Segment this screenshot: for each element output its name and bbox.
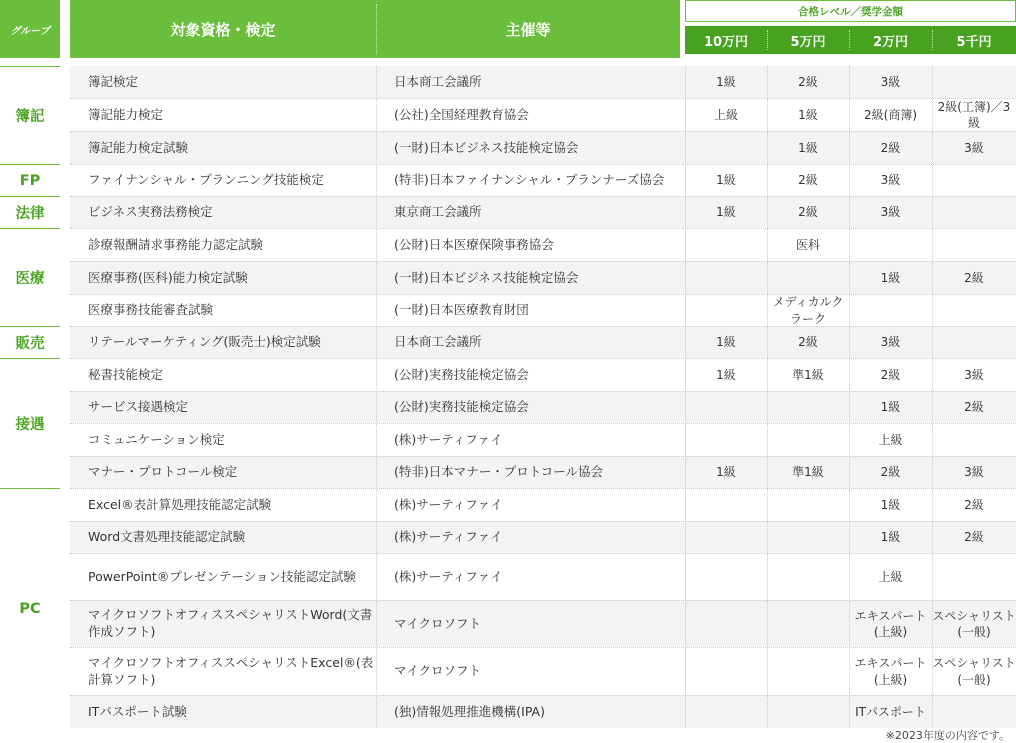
column-divider	[376, 99, 377, 131]
level-cell-3	[849, 295, 932, 326]
cert-name: マイクロソフトオフィススペシャリストWord(文書作成ソフト)	[88, 607, 373, 639]
level-cell-3: 2級	[880, 367, 901, 382]
table-row	[70, 488, 1016, 521]
table-row	[70, 294, 1016, 326]
table-row	[70, 358, 1016, 391]
table-row	[70, 423, 1016, 456]
cert-name: 医療事務技能審査試験	[88, 302, 214, 318]
level-cell-1: 1級	[716, 465, 736, 480]
column-divider	[376, 197, 377, 228]
level-cell-2	[767, 522, 849, 553]
level-cell-1	[685, 132, 767, 164]
level-cell-2: 2級	[798, 74, 818, 89]
level-cell-4: 2級	[964, 270, 984, 285]
level-cell-4	[932, 229, 1016, 261]
cert-name: 簿記検定	[88, 73, 139, 89]
cert-name: 医療事務(医科)能力検定試験	[88, 269, 248, 285]
level-cell-4: 3級	[964, 465, 984, 480]
level-cell-2: 準1級	[792, 465, 824, 480]
cert-name: コミュニケーション検定	[88, 431, 225, 447]
level-cell-2: メディカルクラーク	[772, 295, 844, 326]
level-cell-4: 2級	[964, 400, 984, 415]
level-cell-1	[685, 262, 767, 294]
level-cell-1: 1級	[716, 205, 736, 220]
column-divider	[376, 648, 377, 695]
cert-name: ファイナンシャル・プランニング技能検定	[88, 172, 324, 188]
cert-header: 対象資格・検定	[170, 20, 276, 39]
level-cell-3: 上級	[878, 432, 903, 447]
group-fp: FP	[0, 164, 60, 196]
level-cell-2: 2級	[798, 205, 818, 220]
level-cell-1	[685, 229, 767, 261]
level-cell-3: エキスパート(上級)	[854, 608, 927, 639]
organizer: (株)サーティファイ	[394, 529, 503, 545]
table-row	[70, 131, 1016, 164]
cert-name: 秘書技能検定	[88, 366, 164, 382]
table-row	[70, 600, 1016, 647]
level-5man: 5万円	[790, 34, 826, 50]
organizer: (公財)実務技能検定協会	[394, 366, 529, 382]
level-cell-1	[685, 522, 767, 553]
organizer: (一財)日本ビジネス技能検定協会	[394, 139, 579, 155]
column-divider	[376, 489, 377, 521]
level-cell-4	[932, 197, 1016, 228]
column-divider	[376, 295, 377, 326]
level-cell-1: 1級	[716, 173, 736, 188]
cert-name: サービス接遇検定	[88, 399, 189, 415]
cert-name: マナー・プロトコール検定	[88, 464, 238, 480]
organizer: (株)サーティファイ	[394, 568, 503, 584]
organizer: (一財)日本医療教育財団	[394, 302, 529, 318]
group-medical: 医療	[0, 228, 60, 326]
column-divider	[376, 457, 377, 488]
organizer: (公社)全国経理教育協会	[394, 106, 529, 122]
column-divider	[376, 327, 377, 358]
table-row	[70, 521, 1016, 553]
level-cell-1: 1級	[716, 335, 736, 350]
organizer: 東京商工会議所	[394, 204, 482, 220]
level-cell-2: 2級	[798, 335, 818, 350]
column-divider	[376, 262, 377, 294]
level-cell-2	[767, 424, 849, 456]
level-cell-3: 3級	[880, 74, 901, 89]
organizer: 日本商工会議所	[394, 73, 482, 89]
table-row	[70, 456, 1016, 488]
level-cell-2: 1級	[798, 140, 818, 155]
table-row	[70, 261, 1016, 294]
organizer: (株)サーティファイ	[394, 431, 503, 447]
level-cell-1	[685, 424, 767, 456]
level-cell-1: 1級	[716, 367, 736, 382]
organizer: (独)情報処理推進機構(IPA)	[394, 703, 545, 719]
level-cell-1	[685, 648, 767, 695]
column-divider	[376, 132, 377, 164]
cert-name: PowerPoint®プレゼンテーション技能認定試験	[88, 568, 356, 584]
column-divider	[376, 165, 377, 196]
level-cell-4: 2級(工簿)／3級	[937, 99, 1011, 130]
table-row	[70, 66, 1016, 98]
column-divider	[376, 392, 377, 423]
group-hospitality: 接遇	[0, 358, 60, 488]
level-cell-3: 3級	[880, 173, 901, 188]
organizer: (公財)日本医療保険事務協会	[394, 236, 554, 252]
level-cell-4	[932, 424, 1016, 456]
column-divider	[376, 66, 377, 98]
column-divider	[376, 424, 377, 456]
level-cell-4	[932, 66, 1016, 98]
level-cell-3: 1級	[880, 270, 901, 285]
column-divider	[376, 601, 377, 647]
level-title: 合格レベル／奨学金額	[685, 0, 1016, 22]
table-row	[70, 553, 1016, 600]
level-cell-2: 1級	[798, 107, 818, 122]
level-cell-4: 3級	[964, 140, 984, 155]
level-cell-3: 3級	[880, 205, 901, 220]
cert-name: Excel®表計算処理技能認定試験	[88, 496, 272, 512]
table-header	[0, 0, 1016, 58]
cert-name: 診療報酬請求事務能力認定試験	[88, 236, 264, 252]
column-divider	[376, 696, 377, 728]
cert-org-header	[70, 0, 680, 58]
level-cell-2: 2級	[798, 173, 818, 188]
cert-name: ITパスポート試験	[88, 703, 187, 719]
level-cell-1: 上級	[713, 107, 738, 122]
column-divider	[376, 554, 377, 600]
level-cell-3: エキスパート(上級)	[854, 656, 927, 687]
organizer: マイクロソフト	[394, 615, 482, 631]
level-cell-2	[767, 489, 849, 521]
level-cell-4	[932, 165, 1016, 196]
level-cell-2	[767, 262, 849, 294]
table-row	[70, 98, 1016, 131]
group-boki: 簿記	[0, 66, 60, 164]
level-cell-1	[685, 489, 767, 521]
level-cell-2: 準1級	[792, 367, 824, 382]
level-cell-3: 上級	[878, 569, 903, 584]
group-header: グループ	[0, 0, 60, 58]
organizer: (公財)実務技能検定協会	[394, 399, 529, 415]
organizer: 日本商工会議所	[394, 334, 482, 350]
table-row	[70, 196, 1016, 228]
level-5sen: 5千円	[956, 34, 992, 50]
table-row	[70, 228, 1016, 261]
group-law: 法律	[0, 196, 60, 228]
cert-name: 簿記能力検定試験	[88, 139, 189, 155]
level-2man: 2万円	[872, 34, 909, 50]
level-cell-1	[685, 696, 767, 728]
organizer: (株)サーティファイ	[394, 496, 503, 512]
level-cell-1	[685, 554, 767, 600]
table-row	[70, 695, 1016, 728]
level-cell-4	[932, 327, 1016, 358]
level-cell-4	[932, 295, 1016, 326]
cert-name: Word文書処理技能認定試験	[88, 529, 246, 545]
level-cell-4	[932, 554, 1016, 600]
level-cell-2: 医科	[795, 237, 820, 252]
level-cell-3	[849, 229, 932, 261]
level-cell-1	[685, 392, 767, 423]
table-row	[70, 647, 1016, 695]
org-header: 主催等	[505, 20, 551, 39]
level-cell-3: 3級	[880, 335, 901, 350]
organizer: (特非)日本ファイナンシャル・プランナーズ協会	[394, 172, 665, 188]
level-cell-2	[767, 696, 849, 728]
level-cell-3: ITパスポート	[855, 704, 926, 719]
organizer: (特非)日本マナー・プロトコール協会	[394, 464, 604, 480]
level-10man: 10万円	[703, 34, 749, 50]
table-row	[70, 326, 1016, 358]
table-row	[70, 164, 1016, 196]
level-cell-4: 2級	[964, 497, 984, 512]
level-cell-4: スペシャリスト(一般)	[932, 608, 1016, 639]
level-cell-1	[685, 295, 767, 326]
level-cell-3: 1級	[880, 400, 901, 415]
organizer: (一財)日本ビジネス技能検定協会	[394, 269, 579, 285]
cert-name: マイクロソフトオフィススペシャリストExcel®(表計算ソフト)	[88, 654, 374, 687]
footnote: ※2023年度の内容です。	[885, 729, 1010, 742]
cert-name: リテールマーケティング(販売士)検定試験	[88, 334, 321, 350]
level-cell-4: スペシャリスト(一般)	[932, 656, 1016, 687]
table-row	[70, 391, 1016, 423]
level-cell-3: 2級	[880, 140, 901, 155]
level-cell-2	[767, 648, 849, 695]
level-cell-3: 2級(商簿)	[864, 107, 917, 122]
level-cell-2	[767, 601, 849, 647]
group-sales: 販売	[0, 326, 60, 358]
level-cell-3: 1級	[880, 497, 901, 512]
cert-name: 簿記能力検定	[88, 106, 164, 122]
cert-name: ビジネス実務法務検定	[88, 204, 213, 220]
level-cell-4	[932, 696, 1016, 728]
level-cell-4: 3級	[964, 367, 984, 382]
column-divider	[376, 359, 377, 391]
group-pc: PC	[0, 488, 60, 728]
column-divider	[376, 522, 377, 553]
level-cell-3: 1級	[880, 530, 901, 545]
level-cell-1	[685, 601, 767, 647]
level-cell-1: 1級	[716, 74, 736, 89]
column-divider	[376, 229, 377, 261]
level-cell-2	[767, 392, 849, 423]
level-cell-3: 2級	[880, 465, 901, 480]
level-cell-2	[767, 554, 849, 600]
organizer: マイクロソフト	[394, 663, 482, 679]
level-cell-4: 2級	[964, 530, 984, 545]
